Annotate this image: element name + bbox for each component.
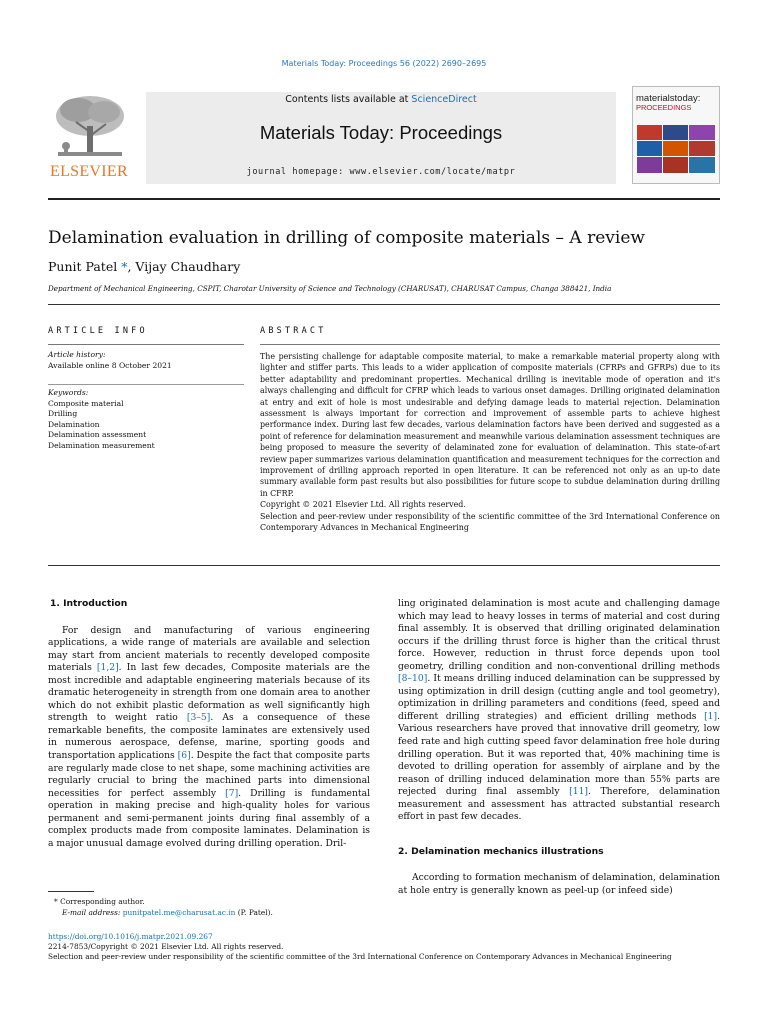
- keywords-label: Keywords:: [48, 388, 89, 397]
- cover-brand: materialstoday:: [636, 93, 701, 104]
- page-footer: [48, 932, 728, 963]
- text-run: . Various researchers have proved that innovative drill geometry, low feed rate and high cutting speed favor delamination free hole during drilling operation. But it was reported that, 40% machining time is devoted to drilling operation for assembly of airplane and by the reason of drilling induced delamination more than 55% parts are rejected during final assembly: [398, 710, 720, 798]
- paragraph-intro-continued: [398, 598, 720, 824]
- section-heading: 2. Delamination mechanics illustrations: [398, 845, 604, 857]
- doi-link[interactable]: https://doi.org/10.1016/j.matpr.2021.09.267: [48, 932, 213, 941]
- journal-reference[interactable]: Materials Today: Proceedings 56 (2022) 2690–2695: [281, 59, 487, 68]
- keyword: Delamination: [48, 419, 100, 429]
- corresponding-author-mark[interactable]: *: [121, 259, 128, 274]
- body-left-column: [48, 598, 370, 850]
- footnote-mark: *: [54, 897, 58, 906]
- cover-brand-sub: PROCEEDINGS: [636, 103, 692, 112]
- citation-link[interactable]: [7]: [225, 787, 239, 799]
- citation-link[interactable]: [3–5]: [186, 712, 211, 724]
- author-name[interactable]: Vijay Chaudhary: [135, 259, 241, 274]
- history-value: Available online 8 October 2021: [48, 360, 172, 370]
- homepage-prefix: journal homepage:: [246, 167, 350, 177]
- journal-homepage: [146, 167, 616, 177]
- affiliation: Department of Mechanical Engineering, CSPIT, Charotar University of Science and Technology (CHARUSAT), CHARUSAT Campus, Changa 388421, India: [48, 284, 612, 293]
- elsevier-logo[interactable]: [48, 92, 130, 180]
- homepage-url[interactable]: www.elsevier.com/locate/matpr: [349, 167, 516, 177]
- footnote-corresponding: Corresponding author.: [60, 897, 145, 906]
- keywords-block: [48, 388, 244, 451]
- keywords-rule: [48, 384, 244, 385]
- citation-link[interactable]: [11]: [569, 786, 589, 798]
- author-email-link[interactable]: punitpatel.me@charusat.ac.in: [122, 907, 236, 917]
- body-right-column: [398, 598, 720, 897]
- cover-image-icon: [637, 125, 715, 173]
- text-run: . As a consequence of these remarkable benefits, the composite laminates are extensively used in numerous aerospace, defense, marine, sporting goods and transportation applications: [48, 712, 370, 762]
- citation-link[interactable]: [6]: [177, 750, 191, 762]
- paragraph-intro: [48, 625, 370, 851]
- article-history: [48, 350, 244, 371]
- author-list: [48, 259, 240, 274]
- history-label: Article history:: [48, 350, 106, 359]
- journal-title: Materials Today: Proceedings: [259, 122, 503, 143]
- keyword: Drilling: [48, 409, 78, 418]
- footnote-email-suffix: (P. Patel).: [235, 907, 273, 917]
- header-rule: [48, 198, 720, 200]
- text-run: For design and manufacturing of various engineering applications, a wide range of materials are available and selection may start from ancient materials to recently developed composite materials: [48, 624, 370, 674]
- text-run: . Drilling is fundamental operation in making precise and high-quality holes for various permanent and semi-permanent joints during final assembly of a complex products made from composite laminates. Delamination is a major unusual damage evolved during drilling operation. Dril-: [48, 787, 371, 849]
- section-heading: 1. Introduction: [50, 598, 128, 609]
- citation-link[interactable]: [1,2]: [96, 662, 119, 674]
- issn-copyright: 2214-7853/Copyright © 2021 Elsevier Ltd. All rights reserved.: [48, 942, 284, 952]
- article-info-rule: [48, 344, 244, 345]
- article-info-heading: ARTICLE INFO: [48, 326, 148, 336]
- footnote-email-label: E-mail address:: [62, 907, 123, 917]
- abstract-copyright: Copyright © 2021 Elsevier Ltd. All rights reserved.: [260, 500, 466, 510]
- footer-peer-review: Selection and peer-review under responsibility of the scientific committee of the 3rd International Conference on Contemporary Advances in Mechanical Engineering: [48, 952, 672, 962]
- abstract-rule: [260, 344, 720, 345]
- text-run: . In last few decades, Composite materials are the most incredible and adaptable engineering materials because of its dramatic heterogeneity in strength from one domain area to another which do not exhibit plastic deformation as well significantly high strength to weight ratio: [48, 662, 370, 724]
- abstract-peer-review: Selection and peer-review under responsibility of the scientific committee of the 3rd International Conference on Contemporary Advances in Mechanical Engineering: [260, 511, 720, 533]
- footnote-rule: [48, 891, 94, 892]
- text-run: . Therefore, delamination measurement and assessment has attracted substantial research effort in past few decades.: [398, 786, 720, 823]
- contents-prefix: Contents lists available at: [285, 94, 412, 105]
- contents-line: [146, 94, 616, 105]
- abstract-text: The persisting challenge for adaptable composite material, to make a remarkable material property along with lighter and stiffer parts. This leads to a wider application of composite materials (CFRPs and GFRPs) due to its better adaptability and predominant properties. Mechanical drilling is inevitable mode of operation and it's always challenging and difficult for CFRP which leads to various onset damages. Drilling originated delamination at entry and exit of hole is most undesirable and defying damage leads to material rejection. Delamination assessment is always important for correction and improvement of assemble parts to achieve highest performance index. During last few decades, various delamination factors have been derived and suggested as a point of reference for delamination measurement and meanwhile various delamination assessment techniques are being proposed to measure the severity of delaminated zone for evaluation of delamination. This state-of-art review paper summarizes various delamination quantification and measurement techniques for the correction and improvement of drilling approach reported in open literature. It can be referenced not only as an up-to date summary available form past results but also possibilities for future scope to subdue delamination during drilling in CFRP.: [260, 352, 720, 498]
- citation-link[interactable]: [1]: [704, 710, 718, 722]
- journal-cover[interactable]: [632, 86, 720, 184]
- author-separator: ,: [127, 259, 136, 274]
- citation-link[interactable]: [8–10]: [398, 673, 428, 685]
- keyword: Delamination assessment: [48, 430, 147, 439]
- text-run: . It means drilling induced delamination can be suppressed by using optimization in drill design (cutting angle and tool geometry), optimization in drilling parameters and conditions (feed, speed and different drilling strategies) and efficient drilling methods: [398, 673, 720, 722]
- abstract-end-rule: [48, 565, 720, 566]
- journal-banner: [146, 92, 616, 184]
- footnote: [48, 897, 370, 919]
- sciencedirect-link[interactable]: ScienceDirect: [411, 94, 477, 105]
- abstract-body: [260, 351, 720, 534]
- keyword: Composite material: [48, 398, 124, 408]
- elsevier-tree-icon: [48, 92, 130, 162]
- publisher-logo-text: ELSEVIER: [50, 163, 128, 180]
- abstract-heading: ABSTRACT: [260, 326, 327, 336]
- paragraph-mechanics: According to formation mechanism of delamination, delamination at hole entry is generally known as peel-up (or infeed side): [398, 872, 720, 896]
- keyword: Delamination measurement: [48, 440, 155, 450]
- text-run: . Despite the fact that composite parts are regularly made close to net shape, some machining activities are regularly crucial to bring the machined parts into dimensional necessities for perfect assembly: [48, 750, 370, 799]
- author-name[interactable]: Punit Patel: [48, 259, 118, 274]
- title-rule: [48, 304, 720, 305]
- article-title: Delamination evaluation in drilling of composite materials – A review: [48, 228, 645, 248]
- text-run: ling originated delamination is most acute and challenging damage which may lead to heavy losses in terms of material and cost during final assembly. It is observed that drilling originated delamination occurs if the drilling thrust force is higher than the critical thrust force. However, reduction in thrust force depends upon tool geometry, drilling condition and non-conventional drilling methods: [398, 598, 720, 672]
